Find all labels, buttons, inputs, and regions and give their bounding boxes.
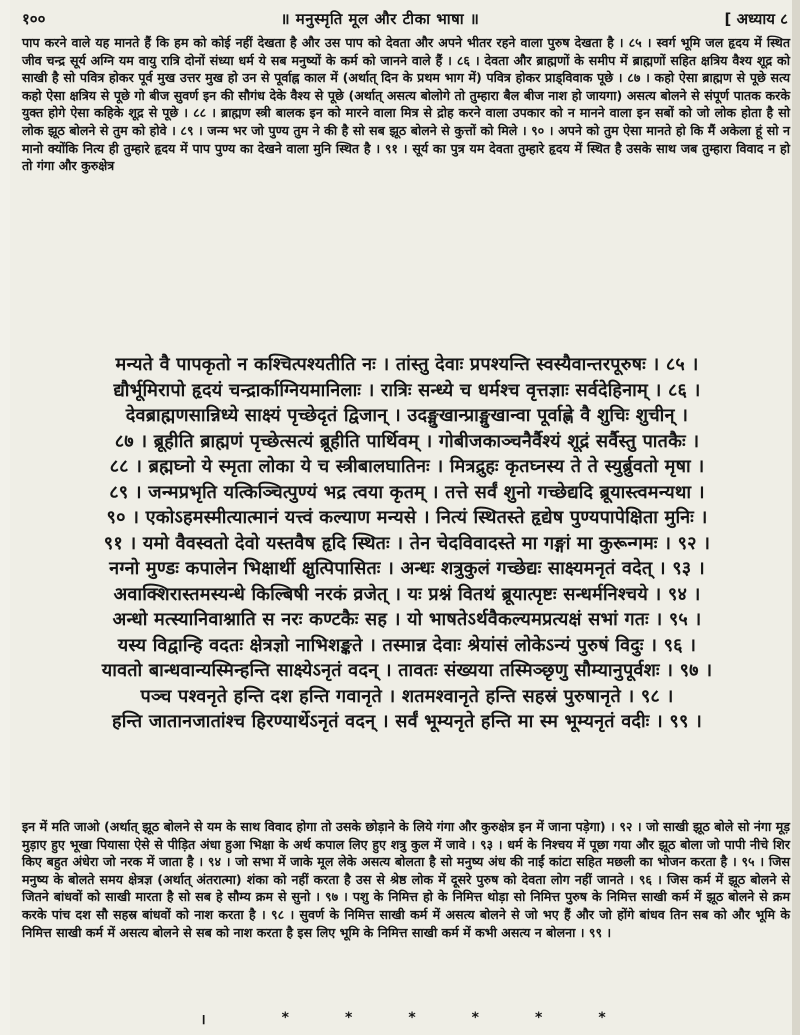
ornament-star: * (345, 1010, 353, 1026)
section-end-ornament (10, 1010, 796, 1029)
verse-line: हन्ति जातानजातांश्च हिरण्यार्थेऽनृतं वदन् । सर्वं भूम्यनृते हन्ति मा स्म भूम्यनृतं वदीः । ९९ । (111, 711, 703, 732)
page-edge-shadow (792, 0, 800, 1035)
ornament-star: * (598, 1010, 606, 1026)
verse-line: अवाक्शिरास्तमस्यन्धे किल्बिषी नरकं व्रजेत् । यः प्रश्नं वितथं ब्रूयात्पृष्टः सन्धर्मनिश्चये । ९४ । (113, 583, 701, 605)
verse-line: ८८ । ब्रह्मघ्नो ये स्मृता लोका ये च स्त्रीबालघातिनः । मित्रद्रुहः कृतघ्नस्य ते ते स्युर्ब्रुवतो मृषा । (109, 456, 705, 477)
chapter-label: [ अध्याय ८ (724, 10, 788, 28)
verse-line: देवब्राह्मणसान्निध्ये साक्ष्यं पृच्छेदृतं द्विजान् । उदङ्मुखान्प्राङ्मुखान्वा पूर्वाह्णे वै शुचिः शुचीन् । (125, 405, 689, 426)
verse-block (28, 352, 786, 735)
verse-line: द्यौर्भूमिरापो हृदयं चन्द्रार्काग्नियमानिलाः । रात्रिः सन्ध्ये च धर्मश्च वृत्तज्ञाः सर्वदेहिनाम् । ८६ । (113, 379, 701, 401)
verse-line: ८७ । ब्रूहीति ब्राह्मणं पृच्छेत्सत्यं ब्रूहीति पार्थिवम् । गोबीजकाञ्चनैर्वैश्यं शूद्रं सर्वैस्तु पातकैः । (114, 430, 700, 452)
ornament-star: * (534, 1010, 543, 1026)
ornament-star: * (281, 1010, 289, 1026)
page-number: १०० (22, 10, 46, 28)
ornament-star: * (408, 1010, 416, 1026)
verse-line: ९१ । यमो वैवस्वतो देवो यस्तवैष हृदि स्थितः । तेन चेदविवादस्ते मा गङ्गां मा कुरून्गमः । ९२ । (103, 532, 711, 554)
verse-line: यस्य विद्वान्हि वदतः क्षेत्रज्ञो नाभिशङ्कते । तस्मान्न देवाः श्रेयांसं लोकेऽन्यं पुरुषं विदुः । ९६ । (117, 634, 697, 656)
page-header (22, 8, 788, 30)
verse-line: पञ्च पश्वनृते हन्ति दश हन्ति गवानृते । शतमश्वानृते हन्ति सहस्रं पुरुषानृते । ९८ । (140, 685, 674, 707)
ornament-lead-glyph: । (200, 1012, 206, 1028)
verse-line: यावतो बान्धवान्यस्मिन्हन्ति साक्ष्येऽनृतं वदन् । तावतः संख्यया तस्मिञ्छृणु सौम्यानुपूर्वशः । ९७ । (101, 660, 713, 681)
book-page (10, 0, 796, 1035)
commentary-paragraph-top: पाप करने वाले यह मानते हैं कि हम को कोई नहीं देखता है और उस पाप को देवता और अपने भीतर रहने वाला पुरुष देखता है । ८५ । स्वर्ग भूमि जल हृदय में स्थित जीव चन्द्र सूर्य अग्नि यम वायु रात्रि दोनों संध्या धर्म ये सब मनुष्यों के कर्म को जानने वाले हैं । ८६ । देवता और ब्राह्मणों के समीप में ब्राह्मणों सहित क्षत्रिय वैश्य शूद्र को साखी है सो पवित्र होकर पूर्व मुख उत्तर मुख हो उन से पूर्वाह्न काल में (अर्थात् दिन के प्रथम भाग में) पवित्र होकर प्राड्विवाक पूछे । ८७ । कहो ऐसा ब्राह्मण से पूछे सत्य कहो ऐसा क्षत्रिय से पूछे गो बीज सुवर्ण इन की सौगंध देके वैश्य से पूछे (अर्थात् असत्य बोलोगे तो तुम्हारा बैल बीज नाश हो जायगा) असत्य बोलने से संपूर्ण पातक करके युक्त होगे ऐसा कहिके शूद्र से पूछे । ८८ । ब्राह्मण स्त्री बालक इन को मारने वाला मित्र से द्रोह करने वाला उपकार को न मानने वाला इन सबों को जो लोक होता है सो लोक झूठ बोलने से तुम को होवे । ८९ । जन्म भर जो पुण्य तुम ने की है सो सब झूठ बोलने से कुत्तों को मिले । ९० । अपने को तुम ऐसा मानते हो कि मैं अकेला हूं सो न मानो क्योंकि नित्य ही तुम्हारे हृदय में पाप पुण्य का देखने वाला मुनि स्थित है । ९१ । सूर्य का पुत्र यम देवता तुम्हारे हृदय में स्थित है उसके साथ जब तुम्हारा विवाद न हो तो गंगा और कुरुक्षेत्र (22, 35, 790, 174)
running-title: ॥ मनुस्मृति मूल और टीका भाषा ॥ (280, 10, 480, 28)
verse-line: ९० । एकोऽहमस्मीत्यात्मानं यत्त्वं कल्याण मन्यसे । नित्यं स्थितस्ते हृद्येष पुण्यपापेक्षिता मुनिः । (106, 507, 708, 528)
verse-line: अन्धो मत्स्यानिवाश्नाति स नरः कण्टकैः सह । यो भाषतेऽर्थवैकल्यमप्रत्यक्षं सभां गतः । ९५ । (112, 609, 702, 630)
ornament-star: * (471, 1010, 479, 1026)
verse-line: नग्नो मुण्डः कपालेन भिक्षार्थी क्षुत्पिपासितः । अन्धः शत्रुकुलं गच्छेद्यः साक्ष्यमनृतं वदेत् । ९३ । (109, 558, 705, 579)
commentary-paragraph-bottom: इन में मति जाओ (अर्थात् झूठ बोलने से यम के साथ विवाद होगा तो उसके छोड़ाने के लिये गंगा और कुरुक्षेत्र इन में जाना पड़ेगा) । ९२ । जो साखी झूठ बोले सो नंगा मूड़ मुड़ाए हुए भूखा पियासा ऐसे से पीड़ित अंधा हुआ भिक्षा के अर्थ कपाल लिए हुए शत्रु कुल में जावे । ९३ । धर्म के निश्चय में पूछा गया और झूठ बोला जो पापी नीचे शिर किए बहुत अंधेरा जो नरक में जाता है । ९४ । जो सभा में जाके मूल लेके असत्य बोलता है सो मनुष्य अंध की नाईं कांटा सहित मछली का भोजन करता है । ९५ । जिस मनुष्य के बोलते समय क्षेत्रज्ञ (अर्थात् अंतरात्मा) शंका को नहीं करता है उस से श्रेष्ठ लोक में दूसरे पुरुष को देवता लोग नहीं जानते । ९६ । जिस कर्म में झूठ बोलने से जितने बांधवों को साखी मारता है सो सब हे सौम्य क्रम से सुनो । ९७ । पशु के निमित्त हो के निमित्त थोड़ा सो निमित्त पुरुष के निमित्त साखी कर्म में झूठ बोलने से क्रम करके पांच दश सौ सहस्र बांधवों को नाश करता है । ९८ । सुवर्ण के निमित्त साखी कर्म में असत्य बोलने से जो भए हैं और जो होंगे बांधव तिन सब को और भूमि के निमित्त साखी कर्म में असत्य बोलने से सब को नाश करता है इस लिए भूमि के निमित्त साखी कर्म में कभी असत्य न बोलना । ९९ । (22, 819, 790, 940)
verse-line: मन्यते वै पापकृतो न कश्चित्पश्यतीति नः । तांस्तु देवाः प्रपश्यन्ति स्वस्यैवान्तरपूरुषः । ८५ । (115, 354, 699, 375)
verse-line: ८९ । जन्मप्रभृति यत्किञ्चित्पुण्यं भद्र त्वया कृतम् । तत्ते सर्वं शुनो गच्छेद्यदि ब्रूयास्त्वमन्यथा । (109, 481, 705, 503)
